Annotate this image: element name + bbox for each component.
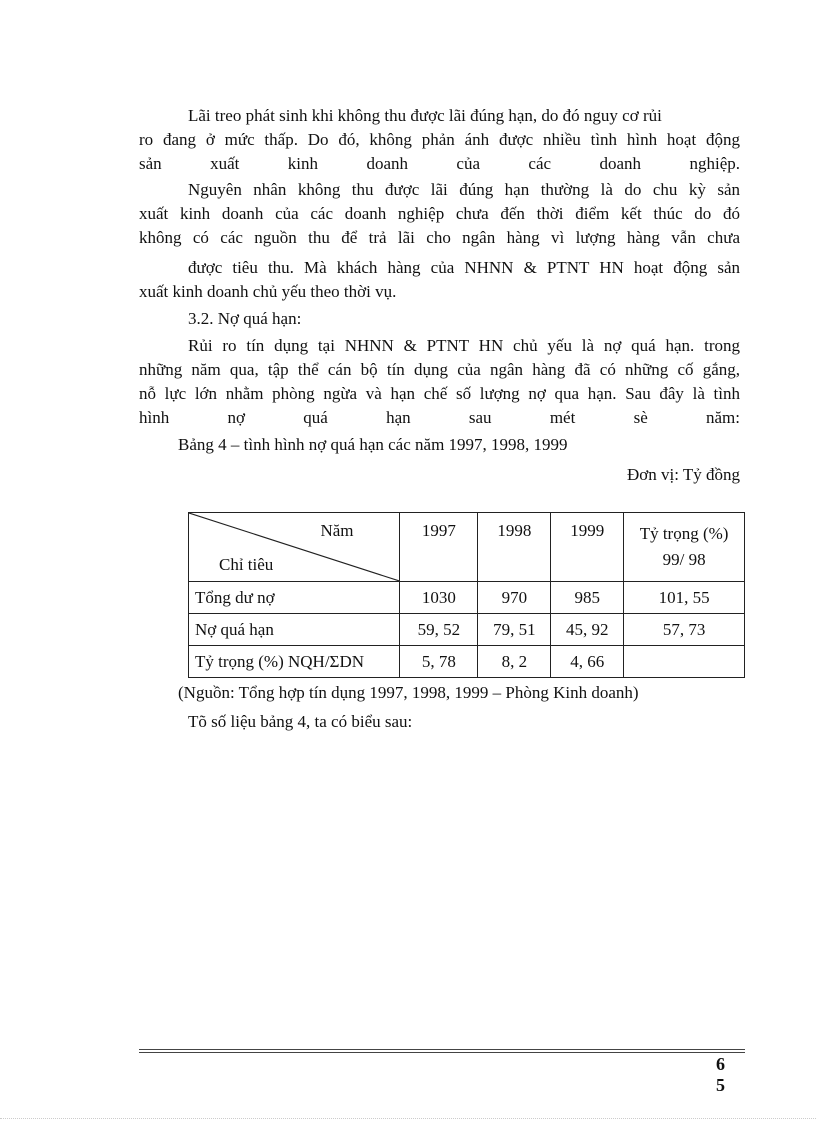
- paragraph-line: những năm qua, tập thể cán bộ tín dụng của ngân hàng đã có những cố gắng,: [139, 360, 740, 379]
- ratio-header-line2: 99/ 98: [662, 550, 706, 569]
- page-number-line1: 6: [716, 1054, 725, 1074]
- paragraph-line: xuất kinh doanh của các doanh nghiệp chưa đến thời điểm kết thúc do đó: [139, 204, 740, 223]
- cell-value: 1030: [400, 582, 478, 614]
- cell-value: 5, 78: [400, 646, 478, 678]
- cell-value: 59, 52: [400, 614, 478, 646]
- footer-rule: [139, 1049, 745, 1050]
- row-label: Nợ quá hạn: [189, 614, 400, 646]
- cell-value: [624, 646, 745, 678]
- source-note: (Nguồn: Tổng hợp tín dụng 1997, 1998, 1999 – Phòng Kinh doanh): [178, 683, 639, 702]
- cell-value: 79, 51: [478, 614, 551, 646]
- row-label: Tỷ trọng (%) NQH/ΣDN: [189, 646, 400, 678]
- cell-value: 57, 73: [624, 614, 745, 646]
- table-caption: Bảng 4 – tình hình nợ quá hạn các năm 1997, 1998, 1999: [178, 435, 568, 454]
- paragraph-line: Nguyên nhân không thu được lãi đúng hạn thường là do chu kỳ sản: [188, 180, 740, 199]
- cell-value: 4, 66: [551, 646, 624, 678]
- column-header: 1998: [478, 513, 551, 582]
- table-row: [189, 646, 745, 678]
- corner-year-label: Năm: [320, 521, 354, 540]
- page-number-line2: 5: [716, 1075, 725, 1095]
- section-heading: 3.2. Nợ quá hạn:: [188, 309, 302, 328]
- cell-value: 8, 2: [478, 646, 551, 678]
- ratio-column-header: [624, 513, 745, 582]
- overdue-debt-table: [188, 512, 745, 678]
- unit-label: Đơn vị: Tỷ đồng: [626, 465, 740, 484]
- cell-value: 101, 55: [624, 582, 745, 614]
- corner-indicator-label: Chỉ tiêu: [219, 555, 274, 574]
- paragraph-line: nỗ lực lớn nhằm phòng ngừa và hạn chế số lượng nợ qua hạn. Sau đây là tình: [139, 384, 740, 403]
- paragraph-line: xuất kinh doanh chủ yếu theo thời vụ.: [139, 282, 397, 301]
- cell-value: 970: [478, 582, 551, 614]
- table-header-row: [189, 513, 745, 582]
- paragraph-line: hình nợ quá hạn sau mét sè năm:: [139, 408, 740, 427]
- paragraph-line: Rủi ro tín dụng tại NHNN & PTNT HN chủ yếu là nợ quá hạn. trong: [188, 336, 740, 355]
- column-header: 1999: [551, 513, 624, 582]
- page-edge-divider: [0, 1118, 816, 1119]
- footer-rule: [139, 1052, 745, 1053]
- cell-value: 45, 92: [551, 614, 624, 646]
- ratio-header-line1: Tỷ trọng (%): [639, 524, 729, 543]
- paragraph-line: không có các nguồn thu để trả lãi cho ngân hàng vì lượng hàng vẫn chưa: [139, 228, 740, 247]
- row-label: Tổng dư nợ: [189, 582, 400, 614]
- paragraph-line: được tiêu thu. Mà khách hàng của NHNN & PTNT HN hoạt động sản: [188, 258, 740, 277]
- corner-header-cell: [189, 513, 400, 582]
- paragraph-line: ro đang ở mức thấp. Do đó, không phản ánh được nhiều tình hình hoạt động: [139, 130, 740, 149]
- column-header: 1997: [400, 513, 478, 582]
- table-row: [189, 614, 745, 646]
- table-row: [189, 582, 745, 614]
- cell-value: 985: [551, 582, 624, 614]
- paragraph-line: sản xuất kinh doanh của các doanh nghiệp.: [139, 154, 740, 173]
- paragraph-line: Lãi treo phát sinh khi không thu được lãi đúng hạn, do đó nguy cơ rủi: [188, 106, 662, 125]
- chart-intro: Tõ số liệu bảng 4, ta có biểu sau:: [188, 712, 413, 731]
